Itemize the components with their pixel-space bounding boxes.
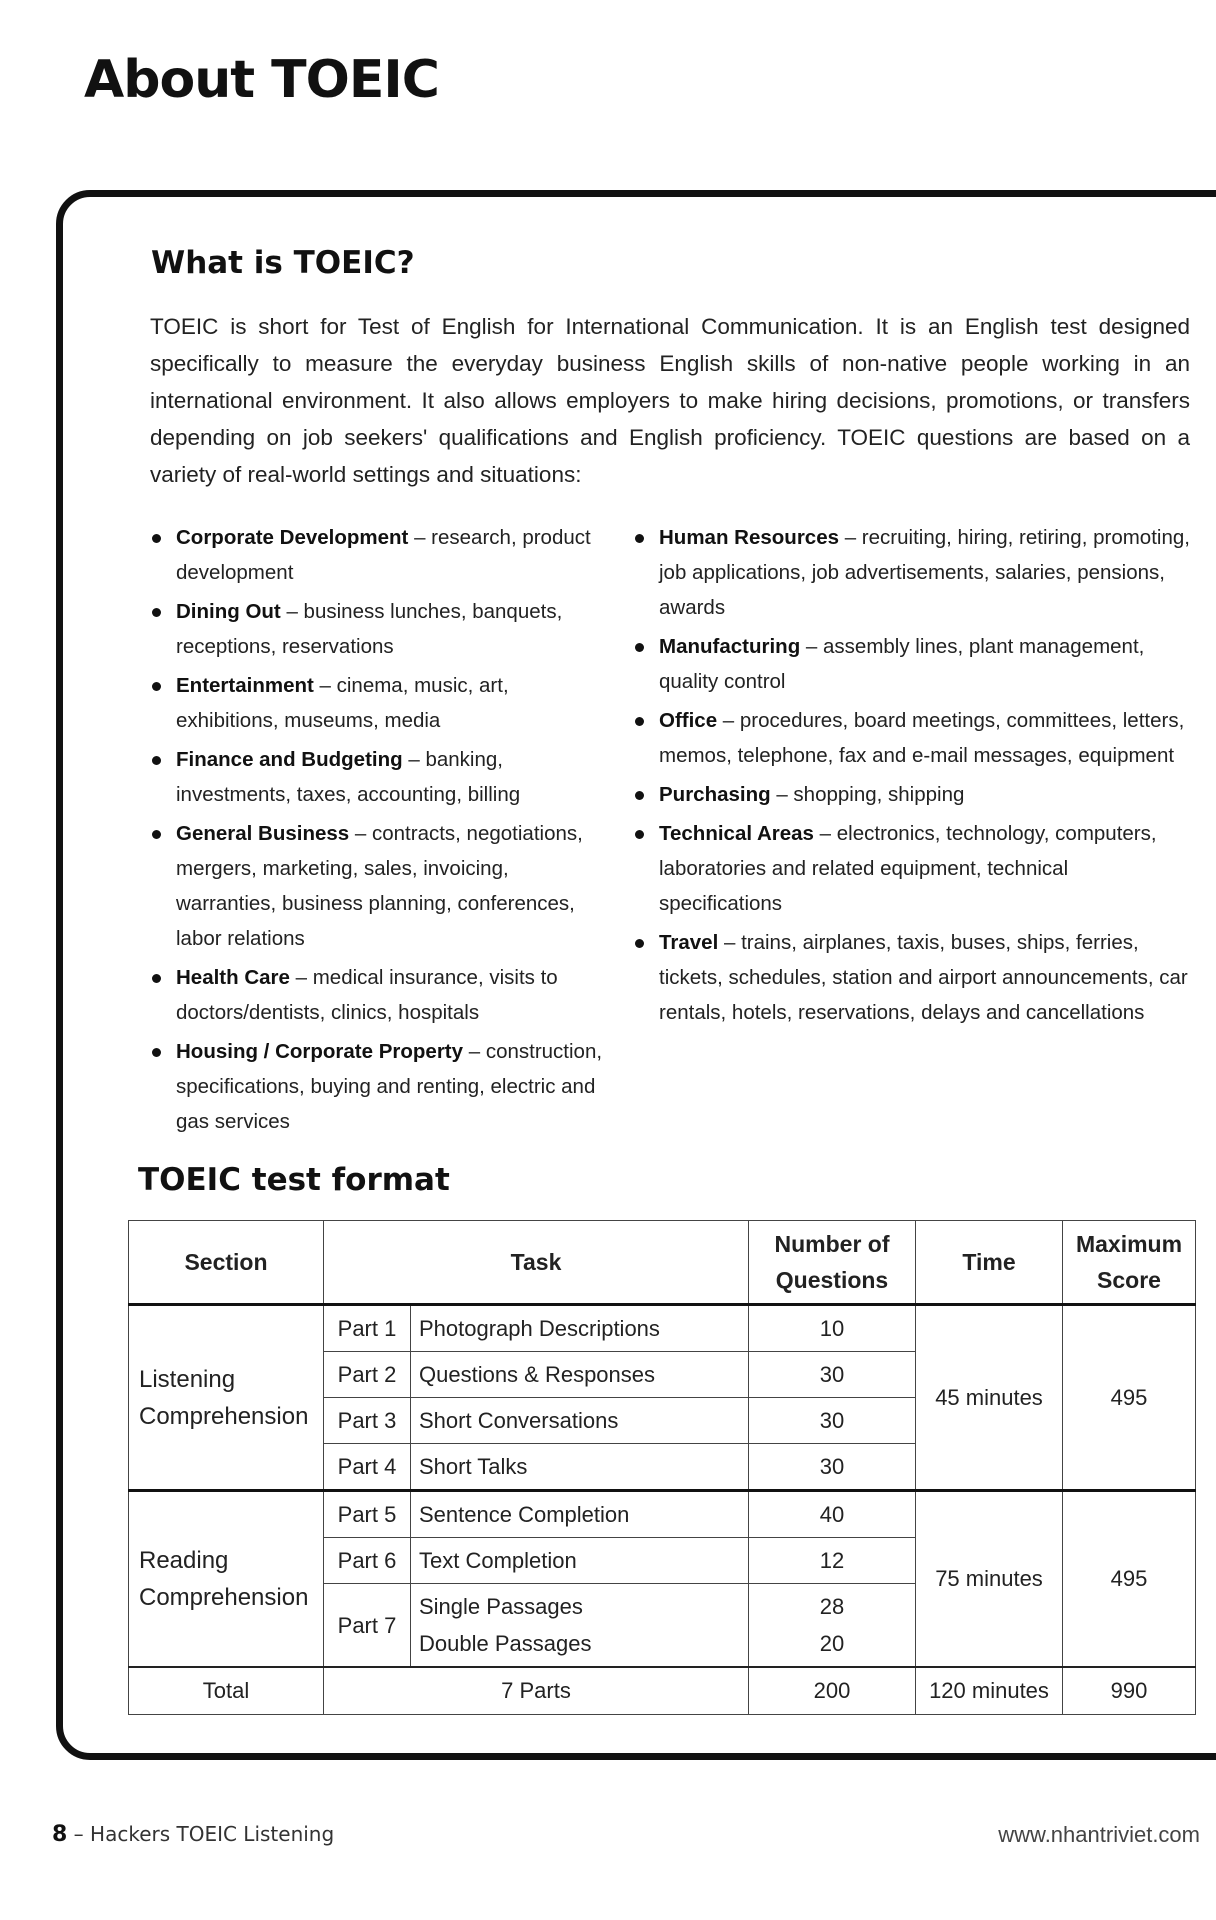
settings-list-right [633, 520, 1193, 1034]
list-item-term: Entertainment [176, 674, 314, 697]
listening-time: 45 minutes [916, 1305, 1063, 1491]
list-item [633, 816, 1193, 921]
list-item-term: Human Resources [659, 526, 840, 549]
list-item [150, 960, 610, 1030]
format-table [128, 1220, 1196, 1715]
section-listening: Listening Comprehension [129, 1305, 324, 1491]
total-label: Total [129, 1667, 324, 1715]
part-label: Part 4 [324, 1444, 411, 1491]
question-count: 12 [749, 1538, 916, 1584]
header-score: Maximum Score [1063, 1221, 1196, 1305]
list-item [150, 668, 610, 738]
list-item-desc: – medical insurance, visits to doctors/dentists, clinics, hospitals [176, 966, 558, 1024]
part-label: Part 1 [324, 1305, 411, 1352]
list-item-desc: – contracts, negotiations, mergers, marketing, sales, invoicing, warranties, business planning, conferences, labor relations [176, 822, 583, 950]
list-item [633, 703, 1193, 773]
total-count: 200 [749, 1667, 916, 1715]
book-title: – Hackers TOEIC Listening [67, 1822, 335, 1846]
list-item [633, 520, 1193, 625]
list-item-desc: – business lunches, banquets, receptions, reservations [176, 600, 563, 658]
list-item [150, 816, 610, 956]
table-row [129, 1491, 1196, 1538]
part-label: Part 5 [324, 1491, 411, 1538]
question-count: 10 [749, 1305, 916, 1352]
part-label: Part 6 [324, 1538, 411, 1584]
task-name: Photograph Descriptions [411, 1305, 749, 1352]
task-name: Single Passages Double Passages [411, 1584, 749, 1668]
list-item-term: Purchasing [659, 783, 771, 806]
task-name: Text Completion [411, 1538, 749, 1584]
list-item-term: Housing / Corporate Property [176, 1040, 464, 1063]
footer-page [52, 1822, 334, 1847]
list-item-term: Travel [659, 931, 719, 954]
header-task: Task [324, 1221, 749, 1305]
list-item-desc: – shopping, shipping [770, 783, 965, 806]
section-reading: Reading Comprehension [129, 1491, 324, 1668]
listening-score: 495 [1063, 1305, 1196, 1491]
question-count: 30 [749, 1352, 916, 1398]
part-label: Part 7 [324, 1584, 411, 1668]
header-questions: Number of Questions [749, 1221, 916, 1305]
list-item-term: Finance and Budgeting [176, 748, 403, 771]
page-number: 8 [52, 1822, 68, 1847]
list-item [633, 777, 1193, 812]
list-item [150, 594, 610, 664]
list-item-term: Manufacturing [659, 635, 801, 658]
total-parts: 7 Parts [324, 1667, 749, 1715]
task-name: Sentence Completion [411, 1491, 749, 1538]
question-count: 30 [749, 1444, 916, 1491]
list-item-desc: – research, product development [176, 526, 591, 584]
reading-time: 75 minutes [916, 1491, 1063, 1668]
list-item-term: Corporate Development [176, 526, 409, 549]
list-item-desc: – electronics, technology, computers, laboratories and related equipment, technical specifications [659, 822, 1157, 915]
list-item [633, 629, 1193, 699]
part-label: Part 2 [324, 1352, 411, 1398]
header-time: Time [916, 1221, 1063, 1305]
task-name: Short Talks [411, 1444, 749, 1491]
question-count: 30 [749, 1398, 916, 1444]
section-heading: What is TOEIC? [151, 245, 415, 281]
page-title: About TOEIC [84, 50, 439, 110]
table-row-total [129, 1667, 1196, 1715]
list-item-term: General Business [176, 822, 350, 845]
header-section: Section [129, 1221, 324, 1305]
settings-list-left [150, 520, 610, 1143]
total-time: 120 minutes [916, 1667, 1063, 1715]
part-label: Part 3 [324, 1398, 411, 1444]
total-score: 990 [1063, 1667, 1196, 1715]
list-item-desc: – assembly lines, plant management, quality control [659, 635, 1145, 693]
list-item-desc: – procedures, board meetings, committees, letters, memos, telephone, fax and e-mail messages, equipment [659, 709, 1185, 767]
list-item-term: Office [659, 709, 718, 732]
table-row [129, 1305, 1196, 1352]
reading-score: 495 [1063, 1491, 1196, 1668]
question-count: 40 [749, 1491, 916, 1538]
task-name: Short Conversations [411, 1398, 749, 1444]
intro-paragraph: TOEIC is short for Test of English for International Communication. It is an English test designed specifically to measure the everyday business English skills of non-native people working in an international environment. It also allows employers to make hiring decisions, promotions, or transfers depending on job seekers' qualifications and English proficiency. TOEIC questions are based on a variety of real-world settings and situations: [150, 314, 1190, 487]
list-item [150, 742, 610, 812]
list-item-desc: – trains, airplanes, taxis, buses, ships, ferries, tickets, schedules, station and airport announcements, car rentals, hotels, reservations, delays and cancellations [659, 931, 1188, 1024]
task-name: Questions & Responses [411, 1352, 749, 1398]
list-item-term: Health Care [176, 966, 290, 989]
table-header-row [129, 1221, 1196, 1305]
list-item-desc: – banking, investments, taxes, accounting, billing [176, 748, 521, 806]
list-item-desc: – recruiting, hiring, retiring, promoting, job applications, job advertisements, salaries, pensions, awards [659, 526, 1190, 619]
list-item-desc: – cinema, music, art, exhibitions, museums, media [176, 674, 509, 732]
footer-url: www.nhantriviet.com [998, 1822, 1200, 1847]
list-item [633, 925, 1193, 1030]
list-item [150, 520, 610, 590]
question-count: 28 20 [749, 1584, 916, 1668]
list-item-term: Technical Areas [659, 822, 814, 845]
format-heading: TOEIC test format [138, 1162, 450, 1198]
list-item [150, 1034, 610, 1139]
list-item-term: Dining Out [176, 600, 281, 623]
list-item-desc: – construction, specifications, buying and renting, electric and gas services [176, 1040, 603, 1133]
